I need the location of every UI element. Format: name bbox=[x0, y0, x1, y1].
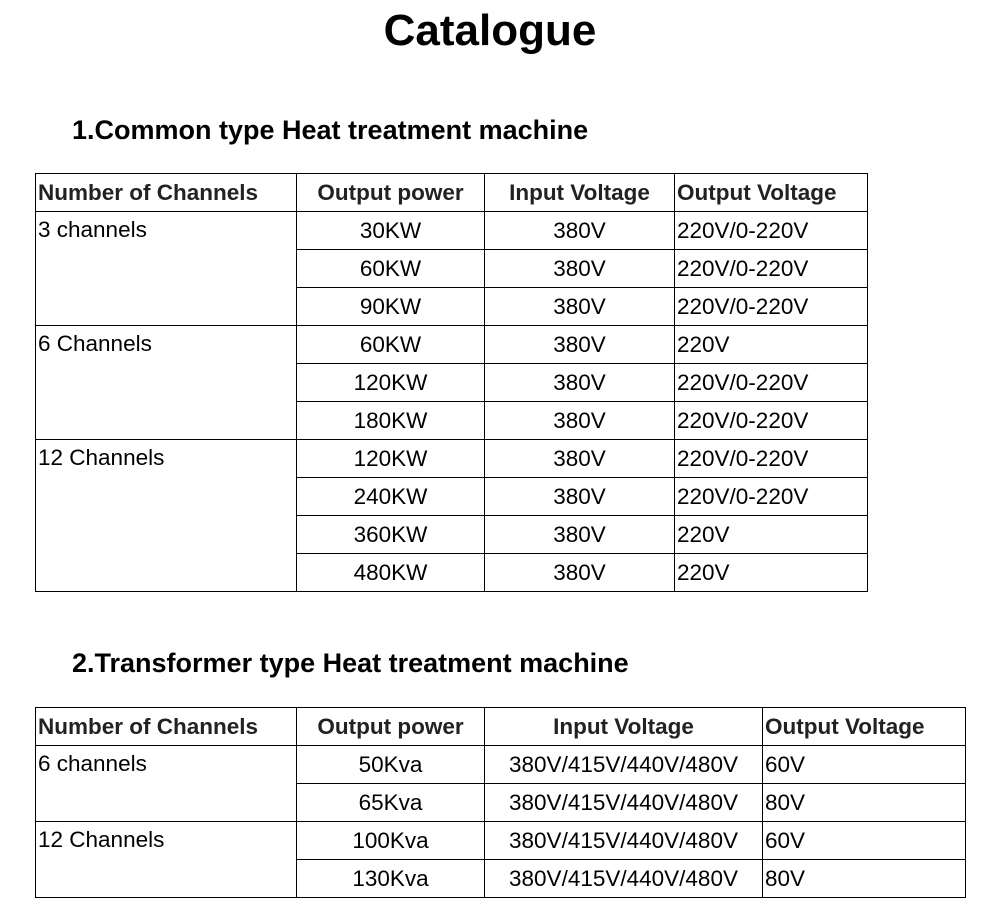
output-voltage-cell: 220V/0-220V bbox=[675, 288, 868, 326]
channels-cell: 6 channels bbox=[36, 746, 297, 822]
page-title: Catalogue bbox=[383, 6, 597, 55]
input-voltage-cell: 380V bbox=[485, 440, 675, 478]
output-voltage-cell: 80V bbox=[763, 784, 966, 822]
transformer-type-table bbox=[35, 707, 966, 898]
output-power-cell: 360KW bbox=[297, 516, 485, 554]
output-power-cell: 240KW bbox=[297, 478, 485, 516]
channels-cell: 12 Channels bbox=[36, 440, 297, 592]
table-row bbox=[36, 822, 966, 860]
output-voltage-cell: 220V/0-220V bbox=[675, 440, 868, 478]
output-voltage-cell: 220V/0-220V bbox=[675, 364, 868, 402]
output-power-cell: 60KW bbox=[297, 250, 485, 288]
output-voltage-cell: 80V bbox=[763, 860, 966, 898]
output-power-cell: 30KW bbox=[297, 212, 485, 250]
input-voltage-cell: 380V bbox=[485, 402, 675, 440]
input-voltage-cell: 380V/415V/440V/480V bbox=[485, 860, 763, 898]
header-output-voltage: Output Voltage bbox=[675, 174, 868, 212]
section-title-common: 1.Common type Heat treatment machine bbox=[72, 115, 589, 145]
header-number-of-channels: Number of Channels bbox=[36, 174, 297, 212]
input-voltage-cell: 380V bbox=[485, 250, 675, 288]
table-row bbox=[36, 746, 966, 784]
input-voltage-cell: 380V bbox=[485, 364, 675, 402]
header-input-voltage: Input Voltage bbox=[485, 708, 763, 746]
output-voltage-cell: 60V bbox=[763, 822, 966, 860]
transformer-type-table-body bbox=[36, 746, 966, 898]
output-power-cell: 180KW bbox=[297, 402, 485, 440]
output-voltage-cell: 220V/0-220V bbox=[675, 212, 868, 250]
output-voltage-cell: 220V/0-220V bbox=[675, 478, 868, 516]
channels-cell: 3 channels bbox=[36, 212, 297, 326]
input-voltage-cell: 380V bbox=[485, 554, 675, 592]
output-voltage-cell: 220V bbox=[675, 516, 868, 554]
channels-cell: 6 Channels bbox=[36, 326, 297, 440]
channels-cell: 12 Channels bbox=[36, 822, 297, 898]
input-voltage-cell: 380V bbox=[485, 288, 675, 326]
input-voltage-cell: 380V/415V/440V/480V bbox=[485, 822, 763, 860]
output-power-cell: 100Kva bbox=[297, 822, 485, 860]
output-power-cell: 60KW bbox=[297, 326, 485, 364]
table-header-row bbox=[36, 708, 966, 746]
table-row bbox=[36, 326, 868, 364]
common-type-table-body bbox=[36, 212, 868, 592]
input-voltage-cell: 380V bbox=[485, 516, 675, 554]
output-power-cell: 120KW bbox=[297, 364, 485, 402]
header-output-power: Output power bbox=[297, 174, 485, 212]
output-power-cell: 480KW bbox=[297, 554, 485, 592]
output-power-cell: 130Kva bbox=[297, 860, 485, 898]
common-type-table bbox=[35, 173, 868, 592]
output-power-cell: 90KW bbox=[297, 288, 485, 326]
input-voltage-cell: 380V bbox=[485, 326, 675, 364]
input-voltage-cell: 380V bbox=[485, 478, 675, 516]
table-row bbox=[36, 212, 868, 250]
table-row bbox=[36, 440, 868, 478]
input-voltage-cell: 380V/415V/440V/480V bbox=[485, 784, 763, 822]
header-number-of-channels: Number of Channels bbox=[36, 708, 297, 746]
output-voltage-cell: 220V/0-220V bbox=[675, 402, 868, 440]
output-power-cell: 65Kva bbox=[297, 784, 485, 822]
output-voltage-cell: 60V bbox=[763, 746, 966, 784]
output-voltage-cell: 220V bbox=[675, 554, 868, 592]
header-input-voltage: Input Voltage bbox=[485, 174, 675, 212]
output-power-cell: 50Kva bbox=[297, 746, 485, 784]
output-voltage-cell: 220V/0-220V bbox=[675, 250, 868, 288]
input-voltage-cell: 380V bbox=[485, 212, 675, 250]
output-voltage-cell: 220V bbox=[675, 326, 868, 364]
input-voltage-cell: 380V/415V/440V/480V bbox=[485, 746, 763, 784]
section-title-transformer: 2.Transformer type Heat treatment machine bbox=[72, 648, 629, 678]
header-output-voltage: Output Voltage bbox=[763, 708, 966, 746]
header-output-power: Output power bbox=[297, 708, 485, 746]
output-power-cell: 120KW bbox=[297, 440, 485, 478]
table-header-row bbox=[36, 174, 868, 212]
